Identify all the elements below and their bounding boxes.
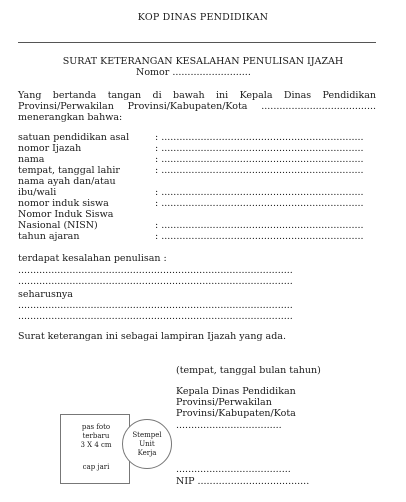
signature-title-1: Kepala Dinas Pendidikan xyxy=(176,386,296,397)
signature-place-date: (tempat, tanggal bulan tahun) xyxy=(176,365,321,376)
field-value-nomor-ijazah: : ................................................................... xyxy=(155,143,364,154)
field-value-nis: : ................................................................... xyxy=(155,198,364,209)
field-label-ortu-1: nama ayah dan/atau xyxy=(18,176,116,187)
intro-line-1: Yang bertanda tangan di bawah ini Kepala Dinas Pendidikan xyxy=(18,90,376,101)
stamp-placeholder-circle xyxy=(122,419,172,469)
field-value-satuan: : ................................................................... xyxy=(155,132,364,143)
letterhead-kop: KOP DINAS PENDIDIKAN xyxy=(137,12,269,23)
field-label-nisn-1: Nomor Induk Siswa xyxy=(18,209,114,220)
error-heading: terdapat kesalahan penulisan : xyxy=(18,253,167,264)
error-dots-1: ........................................................................................... xyxy=(18,265,293,276)
stamp-label-2: Unit xyxy=(139,440,155,448)
photo-placeholder-box xyxy=(60,414,130,484)
photo-label-1: pas foto xyxy=(81,423,111,431)
signature-name-dots: ...................................... xyxy=(176,464,291,475)
field-label-satuan: satuan pendidikan asal xyxy=(18,132,130,143)
field-value-nisn: : ................................................................... xyxy=(155,220,364,231)
field-label-ttl: tempat, tanggal lahir xyxy=(18,165,120,176)
signature-nip: NIP ..................................... xyxy=(176,476,310,487)
seharusnya-dots-1: ........................................................................................... xyxy=(18,300,293,311)
seharusnya-dots-2: ........................................................................................... xyxy=(18,311,293,322)
intro-line-2: Provinsi/Perwakilan Provinsi/Kabupaten/Kota ...................................... xyxy=(18,101,376,112)
field-label-nis: nomor induk siswa xyxy=(18,198,109,209)
field-value-tahun-ajaran: : ................................................................... xyxy=(155,231,364,242)
signature-title-2: Provinsi/Perwakilan xyxy=(176,397,272,408)
field-label-nomor-ijazah: nomor Ijazah xyxy=(18,143,82,154)
header-divider xyxy=(18,42,376,43)
document-title: SURAT KETERANGAN KESALAHAN PENULISAN IJAZAH xyxy=(62,56,344,67)
signature-line-dots: ................................... xyxy=(176,420,282,431)
field-value-ttl: : ................................................................... xyxy=(155,165,364,176)
document-number: Nomor .......................... xyxy=(136,67,251,78)
photo-label-2: terbaru xyxy=(82,432,110,440)
field-label-ortu-2: ibu/wali xyxy=(18,187,57,198)
signature-title-3: Provinsi/Kabupaten/Kota xyxy=(176,408,296,419)
stamp-label-3: Kerja xyxy=(137,449,157,457)
photo-label-3: 3 X 4 cm xyxy=(80,441,112,449)
field-value-nama: : ................................................................... xyxy=(155,154,364,165)
stamp-label-1: Stempel xyxy=(132,431,162,439)
error-dots-2: ........................................................................................... xyxy=(18,276,293,287)
fingerprint-label: cap jari xyxy=(82,463,110,471)
intro-line-3: menerangkan bahwa: xyxy=(18,112,123,123)
seharusnya-label: seharusnya xyxy=(18,289,73,300)
field-label-tahun-ajaran: tahun ajaran xyxy=(18,231,80,242)
field-value-ortu: : ................................................................... xyxy=(155,187,364,198)
closing-statement: Surat keterangan ini sebagai lampiran Ijazah yang ada. xyxy=(18,331,286,342)
field-label-nama: nama xyxy=(18,154,45,165)
field-label-nisn-2: Nasional (NISN) xyxy=(18,220,98,231)
